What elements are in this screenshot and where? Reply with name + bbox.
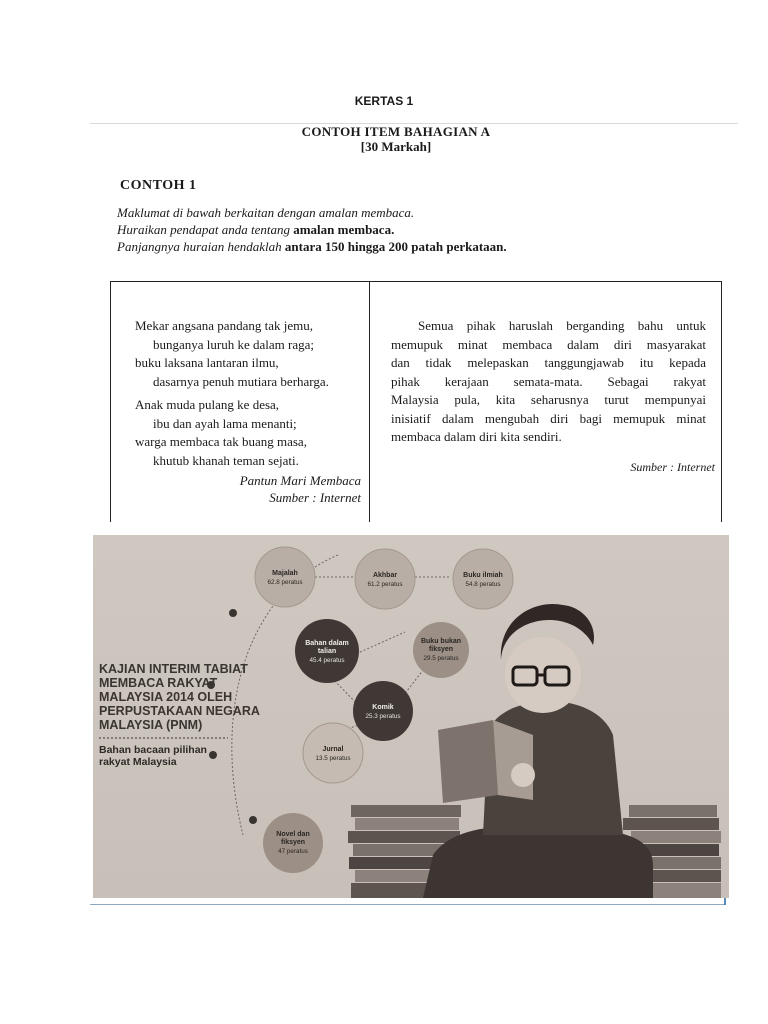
example-heading: CONTOH 1 xyxy=(120,178,197,193)
reader-legs xyxy=(423,827,653,898)
infographic-title: MALAYSIA 2014 OLEH xyxy=(99,690,233,704)
stat-value: 62.8 peratus xyxy=(267,579,303,586)
image-bottom-border xyxy=(90,904,726,905)
stat-bahan-dalam-talian xyxy=(295,619,359,683)
book xyxy=(355,818,459,830)
pantun-source xyxy=(240,472,361,506)
stat-label: Novel dan xyxy=(276,831,310,838)
stat-komik xyxy=(353,681,413,741)
section-marks: [30 Markah] xyxy=(360,139,432,154)
infographic-title: KAJIAN INTERIM TABIAT xyxy=(99,662,248,676)
infographic-title: MALAYSIA (PNM) xyxy=(99,718,203,732)
stat-value: 54.8 peratus xyxy=(465,581,501,588)
infographic-subtitle: Bahan bacaan pilihan xyxy=(99,744,207,756)
paragraph-line: membaca dalam diri kita sendiri. xyxy=(391,429,562,444)
stat-circle xyxy=(353,681,413,741)
infographic xyxy=(93,535,729,898)
stat-label: Bahan dalam xyxy=(305,640,349,647)
book xyxy=(351,805,461,817)
stat-novel-dan-fiksyen xyxy=(263,813,323,873)
pantun-line: ibu dan ayah lama menanti; xyxy=(153,415,297,431)
infographic-svg xyxy=(93,535,729,898)
paragraph-line: dan tidak melepaskan tanggungjawab itu kepada xyxy=(391,355,706,370)
stat-circle xyxy=(303,723,363,783)
stat-label: fiksyen xyxy=(428,646,454,653)
kertas-heading: KERTAS 1 xyxy=(354,94,414,108)
stat-value: 25.3 peratus xyxy=(365,713,401,720)
infographic-title: MEMBACA RAKYAT xyxy=(99,676,218,690)
stat-label: Majalah xyxy=(272,570,298,577)
stat-majalah xyxy=(255,547,315,607)
instruction-text: Maklumat di bawah berkaitan dengan amalan membaca. xyxy=(117,205,415,220)
stat-label: talian xyxy=(317,648,337,655)
pantun-line: warga membaca tak buang masa, xyxy=(135,434,307,449)
stat-label: Komik xyxy=(372,704,394,711)
pantun-line: bunganya luruh ke dalam raga; xyxy=(153,336,314,352)
stat-label: fiksyen xyxy=(280,839,306,846)
stat-value: 29.5 peratus xyxy=(423,655,459,662)
pantun-title: Pantun Mari Membaca xyxy=(239,473,361,488)
pantun-source-text: Sumber : Internet xyxy=(269,490,361,505)
paragraph-line: pihak kerajaan semata-mata. Sebagai rakyat xyxy=(391,373,706,389)
pantun-line: khutub khanah teman sejati. xyxy=(153,452,299,468)
instruction-line-2 xyxy=(117,222,394,238)
table-divider xyxy=(369,282,370,522)
book xyxy=(348,831,460,843)
infographic-subtitle: rakyat Malaysia xyxy=(99,756,177,768)
connector-dot xyxy=(229,609,237,617)
paragraph-source: Sumber : Internet xyxy=(630,460,715,474)
stat-akhbar xyxy=(355,549,415,609)
stat-buku-ilmiah xyxy=(453,549,513,609)
pantun-block xyxy=(135,317,329,470)
paragraph-block xyxy=(391,317,706,447)
stat-value: 47 peratus xyxy=(278,848,308,855)
connector-dot xyxy=(209,751,217,759)
stat-value: 61.2 peratus xyxy=(367,581,403,588)
stat-label: Akhbar xyxy=(372,572,398,579)
instruction-emphasis: amalan membaca. xyxy=(293,222,395,237)
paragraph-line: Malaysia pula, kita seharusnya turut mempunyai xyxy=(391,392,706,407)
open-book-left xyxy=(438,720,498,803)
section-title: CONTOH ITEM BAHAGIAN A xyxy=(301,124,491,139)
stat-buku-bukan-fiksyen xyxy=(413,622,469,678)
infographic-title: PERPUSTAKAAN NEGARA xyxy=(99,704,260,718)
book xyxy=(631,831,721,843)
book xyxy=(629,805,717,817)
image-resize-tick xyxy=(724,898,726,905)
stat-circle xyxy=(255,547,315,607)
pantun-line: Mekar angsana pandang tak jemu, xyxy=(135,318,313,333)
stat-value: 45.4 peratus xyxy=(309,657,345,664)
pantun-line: dasarnya penuh mutiara berharga. xyxy=(153,373,329,389)
instruction-line-3 xyxy=(117,239,507,255)
paragraph-line: memupuk minat membaca dalam diri masyarakat xyxy=(391,336,706,352)
pantun-line: Anak muda pulang ke desa, xyxy=(135,397,280,412)
stat-label: Buku ilmiah xyxy=(463,572,503,579)
stimulus-table xyxy=(110,281,722,522)
stat-value: 13.5 peratus xyxy=(315,755,351,762)
instruction-text: Panjangnya huraian hendaklah xyxy=(117,239,285,254)
instruction-text: Huraikan pendapat anda tentang xyxy=(117,222,294,237)
stat-circle xyxy=(355,549,415,609)
paragraph-line: inisiatif dalam mengubah diri bagi memupuk minat xyxy=(391,410,706,426)
reader-hand xyxy=(511,763,535,787)
pantun-line: buku laksana lantaran ilmu, xyxy=(135,355,279,370)
stat-jurnal xyxy=(303,723,363,783)
connector-dot xyxy=(249,816,257,824)
book xyxy=(623,818,719,830)
stat-label: Jurnal xyxy=(322,746,344,753)
instruction-line-1 xyxy=(117,205,414,221)
stat-label: Buku bukan xyxy=(420,638,462,645)
paragraph-line: Semua pihak haruslah berganding bahu untuk xyxy=(418,318,706,333)
stat-circle xyxy=(453,549,513,609)
instruction-emphasis: antara 150 hingga 200 patah perkataan. xyxy=(284,239,507,254)
